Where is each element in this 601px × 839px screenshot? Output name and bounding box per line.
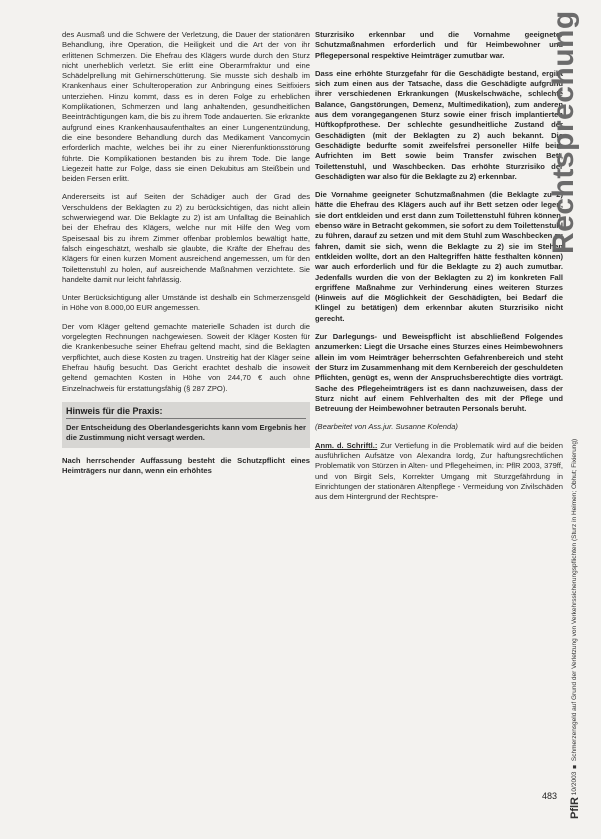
practice-note-text: Der Entscheidung des Oberlandesgerichts kann vom Ergebnis her die Zustimmung nicht versagt werden. bbox=[66, 423, 306, 443]
issue-number: 10/2003 bbox=[571, 771, 578, 796]
paragraph: Zur Darlegungs- und Beweispflicht ist abschließend Folgendes anzumerken: Liegt die Ursache eines Sturzes eines Heimbewohners allein im vom Heimträger beherrschten Gefahrenbereich und steht der Sturz im Zusammenhang mit dem Kernbereich der geschuldeten Pflichten, genügt es, wenn der Anspruchsberechtigte dies vorträgt. Sache des Pflegeheimträgers ist es dann nachzuweisen, dass der Sturz nicht auf einem Fehlverhalten des mit der Pflege und Betreuung der Heimbewohner betrauten Personals beruht. bbox=[315, 332, 563, 414]
paragraph: Sturzrisiko erkennbar und die Vornahme geeigneter Schutzmaßnahmen erforderlich und für Heimbewohner und Pflegepersonal respektive Heimträger zumutbar war. bbox=[315, 30, 563, 60]
paragraph: Nach herrschender Auffassung besteht die Schutzpflicht eines Heimträgers nur dann, wenn ein erhöhtes bbox=[62, 455, 310, 475]
left-column bbox=[62, 30, 310, 484]
practice-note-title: Hinweis für die Praxis: bbox=[66, 405, 163, 416]
paragraph: Unter Berücksichtigung aller Umstände ist deshalb ein Schmerzensgeld in Höhe von 8.000,00 EUR angemessen. bbox=[62, 293, 310, 313]
author-remark-label: Anm. d. Schriftl.: bbox=[315, 440, 378, 450]
page-number: 483 bbox=[541, 791, 557, 801]
divider bbox=[66, 418, 306, 419]
author-note: (Bearbeitet von Ass.jur. Susanne Kolenda) bbox=[315, 422, 458, 432]
author-remark-text: Zur Vertiefung in die Problematik wird auf die beiden ausführlichen Aufsätze von Alexandra Iordg, Zur haftungsrechtlichen Problematik von Stürzen in Alten- und Pflegeheimen, in: PflR 2003, 379ff, und von Birgit Sels, Korrekter Umgang mit Sturzgefährdung in Einrichtungen der stationären Altenpflege - Vermeidung von Zivilschäden aus dem Hintergrund der Rechtspre- bbox=[315, 440, 563, 502]
running-head-title: ■ Schmerzensgeld auf Grund der Verletzung von Verkehrssicherungspflichten (Sturz in Heimen; Obhut; Fixierung) bbox=[571, 438, 578, 770]
practice-note-box bbox=[62, 402, 310, 448]
section-label: Rechtsprechung bbox=[547, 10, 580, 254]
paragraph: Dass eine erhöhte Sturzgefahr für die Geschädigte bestand, ergibt sich zum einen aus der Tatsache, dass die Geschädigte aufgrund ihrer verschiedenen Erkrankungen (Muskelschwäche, schlechte Balance, Gangstörungen, Demenz, Multimedikation), zum anderen aus dem vorangegangenen Sturz sowie einer frisch implantierten Hüftkopfprothese. Der schlechte gesundheitliche Zustand der Geschädigten (mit der Beklagten zu 2) auch bekannt. Die Geschädigte bedurfte somit zweifelsfrei personeller Hilfe beim Aufrichten im Bett sowie beim Transfer zwischen Bett, Toilettenstuhl, und Waschbecken. Das erhöhte Sturzrisiko der Geschädigten war also für die Beklagte zu 2) erkennbar. bbox=[315, 68, 563, 181]
right-column bbox=[315, 30, 563, 510]
paragraph: Die Vornahme geeigneter Schutzmaßnahmen (die Beklagte zu 2) hätte die Ehefrau des Klägers auch auf ihr Bett setzen oder legen, sie dort entkleiden und erst dann zum Toilettenstuhl führen können, ebenso wäre in Betracht gekommen, sie sofort zu dem Toilettenstuhl zu führen, darauf zu setzen und mit dem Stuhl zum Waschbecken zu fahren, damit sie sich, wenn die Beklagte zu 2) sie im Stehen entkleiden wollte, dort an den Haltegriffen hätte festhalten können) war auch erforderlich und für die Beklagte zu 2) auch zumutbar. Jedenfalls wurden die von der Beklagten zu 2) im konkreten Fall ergriffene Maßnahme zur Verhinderung eines weiteren Sturzes (Hinweis auf die Möglichkeit der Geschädigten, bei Bedarf die Klingel zu betätigen) dem erkennbar akuten Sturzrisiko nicht gerecht. bbox=[315, 190, 563, 323]
author-remark bbox=[315, 441, 563, 503]
paragraph: Der vom Kläger geltend gemachte materielle Schaden ist durch die vorgelegten Rechnungen nachgewiesen. Soweit der Kläger Kosten für die Krankenbesuche seiner Ehefrau geltend macht, sind die Beklagten verpflichtet, auch diese Kosten zu tragen. Unstreitig hat der Kläger seine Ehefrau häufig besucht. Das Gericht erachtet deshalb die insoweit geltend gemachten Kosten in Höhe von 244,70 € auch ohne Einzelnachweis für erstattungsfähig (§ 287 ZPO). bbox=[62, 321, 310, 393]
paragraph: Andererseits ist auf Seiten der Schädiger auch der Grad des Verschuldens der Beklagten zu 2) zu berücksichtigen, das nicht allein schwerwiegend war. Die Beklagte zu 2) ist am Unfalltag die Beinahlich bei der Ehefrau des Klägers, welche nur mit Hilfe den Weg vom Speisesaal bis zu ihrem Zimmer offenbar problemlos bewältigt hatte, falsch eingeschätzt, weshalb sie glaubte, die Kräfte der Ehefrau des Klägers für einen kurzen Moment ausreichend angemessen, um für den Toilettenstuhl zu holen, auf ausreichende Maßnahmen verzichtete. Sie handelte damit nur leicht fahrlässig. bbox=[62, 192, 310, 284]
running-head bbox=[569, 329, 583, 819]
journal-name: PflR bbox=[569, 797, 581, 819]
paragraph: des Ausmaß und die Schwere der Verletzung, die Dauer der stationären Behandlung, ihre Operation, die Heiligkeit und die Art der von ihr erlittenen Schmerzen. Die Ehefrau des Klägers wurde durch den Sturz nicht unerheblich verletzt. Sie erlitt eine Oberarmfraktur und eine Schädelprellung mit Gehirnerschütterung. Sie musste sich deshalb im Krankenhaus einer Schulteroperation zur Anbringung eines Seitfixiers unterziehen. Hinzu kommt, dass es in deren Folge zu erheblichen Komplikationen, Schmerzen und lang anhaltenden, gesundheitlichen Beeinträchtigungen kam, die bis zu ihrem Tode andauerten. Sie erkrankte aufgrund eines Krankenhausaufenthaltes an einer Lungenentzündung, die eine besondere Behandlung durch das Medikament Vancomycin erforderlich machte, welches bei ihr zu einer Nierenfunktionsstörung führte. Die Komplikationen bestanden bis zu ihrem Tode. Die lange Liegezeit hatte zur Folge, dass sie einen Dekubitus am Steißbein und beiden Fersen erlitt. bbox=[62, 30, 310, 184]
